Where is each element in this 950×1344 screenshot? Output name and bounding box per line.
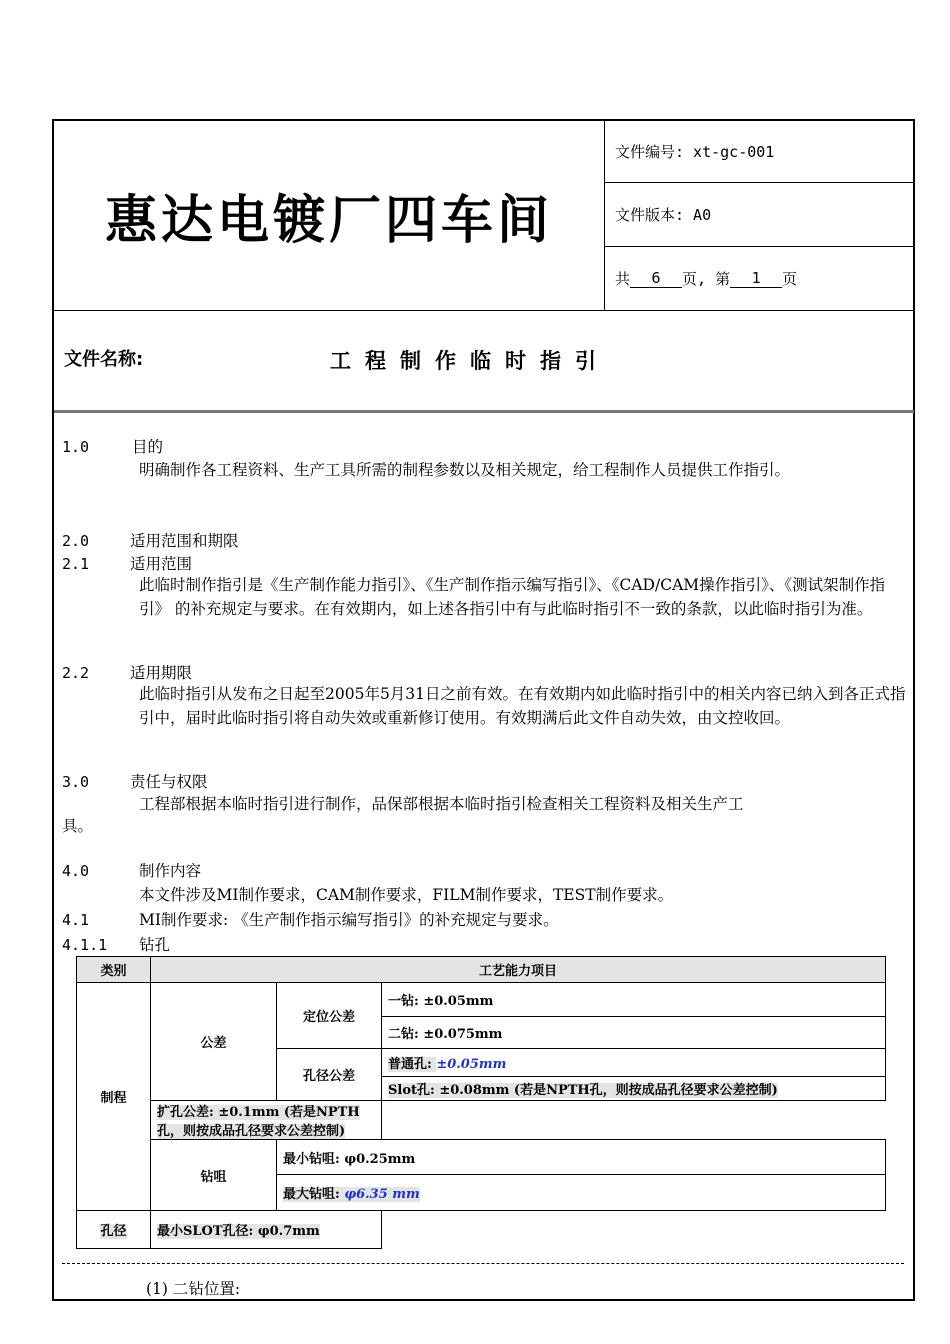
ream-tolerance-cell (151, 1101, 382, 1140)
min-slot-cell (151, 1211, 382, 1249)
doc-version-text: 文件版本: A0 (615, 206, 712, 224)
max-bit-label: 最大钻咀: (283, 1187, 345, 1202)
hole-diameter-label: 孔径 (100, 1224, 127, 1239)
page-total: 6 (630, 269, 682, 288)
doc-version (605, 183, 913, 246)
table-row (77, 1101, 886, 1140)
min-slot-label: 最小SLOT孔径: (157, 1224, 258, 1239)
slot-hole-text: Slot孔: ±0.08mm (若是NPTH孔，则按成品孔径要求公差控制) (388, 1083, 778, 1098)
doc-number-text: 文件编号: xt-gc-001 (615, 143, 775, 161)
section-2-1-text: 此临时制作指引是《生产制作能力指引》、《生产制作指示编写指引》、《CAD/CAM操作指引》、《测试架制作指引》 的补充规定与要求。在有效期内，如上述各指引中有与此临时指引不一致的条款，以此临时指引为准。 (139, 576, 886, 618)
slot-hole-cell (382, 1077, 886, 1101)
min-bit-value: φ0.25mm (344, 1151, 416, 1167)
table-header-row (77, 957, 886, 983)
normal-hole-label: 普通孔: (388, 1057, 437, 1072)
section-4-1-text: MI制作要求: 《生产制作指示编写指引》的补充规定与要求。 (139, 911, 559, 929)
header-category: 类别 (77, 957, 151, 983)
max-bit-cell (277, 1175, 886, 1211)
section-4-text: 本文件涉及MI制作要求，CAM制作要求，FILM制作要求，TEST制作要求。 (139, 886, 674, 904)
section-3-text-line1: 工程部根据本临时指引进行制作，品保部根据本临时指引检查相关工程资料及相关生产工 (139, 795, 744, 813)
section-3-number: 3.0 (62, 773, 90, 791)
page-current: 1 (730, 269, 782, 288)
section-2-2-number: 2.2 (62, 664, 90, 682)
section-4-1-1-number: 4.1.1 (62, 936, 108, 954)
company-name: 惠达电镀厂四车间 (104, 191, 553, 251)
position-tolerance-cell: 定位公差 (277, 983, 382, 1049)
header-bottom-rule (54, 310, 914, 311)
second-drill-value: ±0.075mm (423, 1027, 503, 1042)
section-4-title: 制作内容 (139, 862, 202, 880)
first-drill-value: ±0.05mm (423, 994, 494, 1009)
drill-bit-cell: 钻咀 (151, 1140, 277, 1211)
min-bit-cell (277, 1140, 886, 1175)
section-2-2-text: 此临时指引从发布之日起至2005年5月31日之前有效。在有效期内如此临时指引中的相关内容已纳入到各正式指引中，届时此临时指引将自动失效或重新修订使用。有效期满后此文件自动失效，由文控收回。 (139, 685, 906, 727)
hole-diameter-cell (77, 1211, 151, 1249)
section-2-title: 适用范围和期限 (130, 532, 239, 550)
section-2-1-title: 适用范围 (130, 555, 193, 573)
file-name-label: 文件名称: (64, 349, 144, 370)
page-prefix: 共 (615, 270, 631, 288)
file-title: 工程制作临时指引 (330, 349, 610, 373)
section-3-title: 责任与权限 (130, 773, 208, 791)
section-2-2-title: 适用期限 (130, 664, 193, 682)
section-1-number: 1.0 (62, 438, 90, 456)
drilling-capability-table (76, 956, 886, 1249)
page-break-divider (62, 1263, 904, 1264)
section-4-number: 4.0 (62, 862, 90, 880)
first-drill-label: 一钻: (388, 994, 424, 1009)
header-items: 工艺能力项目 (151, 957, 886, 983)
process-cell: 制程 (77, 983, 151, 1211)
normal-hole-cell (382, 1049, 886, 1077)
ream-tolerance-text: 扩孔公差: ±0.1mm (若是NPTH孔，则按成品孔径要求公差控制) (157, 1105, 360, 1139)
hole-tolerance-cell: 孔径公差 (277, 1049, 382, 1101)
table-row (77, 1211, 886, 1249)
table-row (77, 1140, 886, 1175)
max-bit-value: φ6.35 mm (344, 1187, 420, 1202)
page-mid: 页, 第 (682, 270, 731, 288)
normal-hole-value: ±0.05mm (436, 1057, 507, 1072)
section-2-number: 2.0 (62, 532, 90, 550)
footer-item: (1) 二钻位置: (146, 1280, 241, 1298)
title-bottom-rule (54, 410, 914, 413)
doc-number (605, 121, 913, 182)
section-2-1-number: 2.1 (62, 555, 90, 573)
section-1-text: 明确制作各工程资料、生产工具所需的制程参数以及相关规定，给工程制作人员提供工作指引。 (139, 461, 791, 479)
company-header (54, 121, 604, 310)
second-drill-cell (382, 1017, 886, 1049)
section-4-1-1-title: 钻孔 (139, 936, 171, 954)
first-drill-cell (382, 983, 886, 1017)
page-count (605, 247, 913, 310)
page-suffix: 页 (782, 270, 798, 288)
min-slot-value: φ0.7mm (257, 1224, 320, 1239)
min-bit-label: 最小钻咀: (283, 1151, 345, 1167)
section-4-1-number: 4.1 (62, 911, 90, 929)
tolerance-cell: 公差 (151, 983, 277, 1101)
table-row (77, 983, 886, 1017)
second-drill-label: 二钻: (388, 1027, 424, 1042)
section-3-text-line2: 具。 (62, 817, 94, 835)
section-1-title: 目的 (132, 438, 164, 456)
